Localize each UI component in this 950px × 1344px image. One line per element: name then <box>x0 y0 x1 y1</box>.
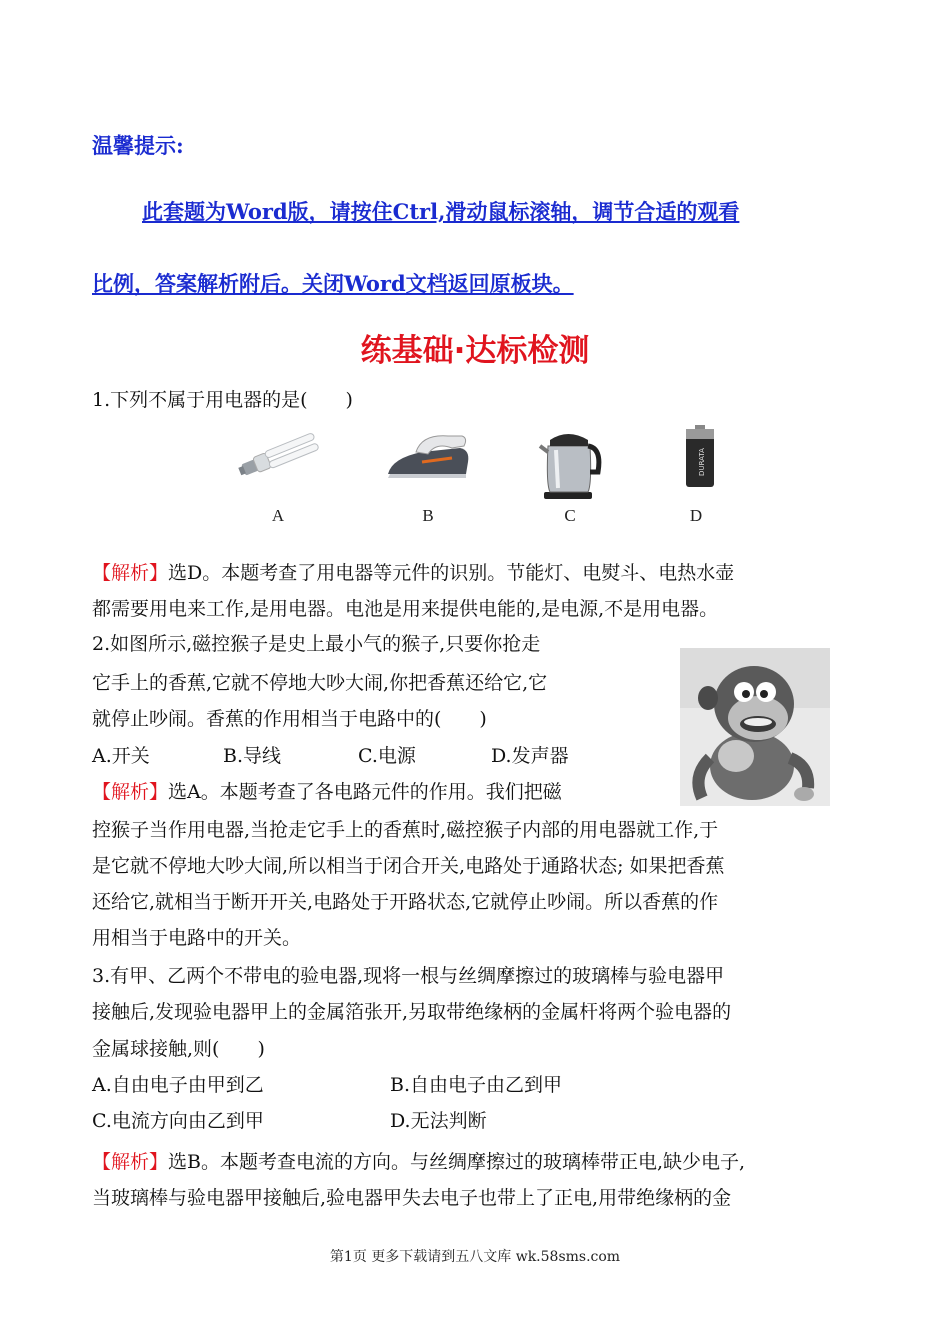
q3-option-c: C.电流方向由乙到甲 <box>92 1110 264 1132</box>
q1-question: 1.下列不属于用电器的是( ) <box>92 389 353 411</box>
kettle-icon <box>538 424 602 502</box>
q1-image-label-c: C <box>564 506 576 525</box>
tip-line-2: 比例，答案解析附后。关闭Word文档返回原板块。 <box>92 271 574 296</box>
battery-icon <box>683 424 717 490</box>
q2-analysis-line-2: 控猴子当作用电器,当抢走它手上的香蕉时,磁控猴子内部的用电器就工作,于 <box>92 819 719 841</box>
q2-option-d: D.发声器 <box>491 745 569 767</box>
q2-line-3: 就停止吵闹。香蕉的作用相当于电路中的( ) <box>92 708 487 730</box>
q3-line-2: 接触后,发现验电器甲上的金属箔张开,另取带绝缘柄的金属杆将两个验电器的 <box>92 1001 732 1023</box>
tip-title: 温馨提示: <box>92 133 184 158</box>
analysis-tag: 【解析】 <box>92 562 169 584</box>
analysis-tag: 【解析】 <box>92 781 169 803</box>
q1-image-label-a: A <box>271 506 285 525</box>
q3-analysis-line-2: 当玻璃棒与验电器甲接触后,验电器甲失去电子也带上了正电,用带绝缘柄的金 <box>92 1187 732 1209</box>
bulb-icon <box>232 428 324 480</box>
q3-option-b: B.自由电子由乙到甲 <box>390 1074 563 1096</box>
q2-analysis-line-1: 【解析】选A。本题考查了各电路元件的作用。我们把磁 <box>92 781 562 803</box>
q3-line-3: 金属球接触,则( ) <box>92 1038 265 1060</box>
q2-option-b: B.导线 <box>223 745 282 767</box>
q1-analysis-line-1: 【解析】选D。本题考查了用电器等元件的识别。节能灯、电熨斗、电热水壶 <box>92 562 735 584</box>
iron-icon <box>382 428 474 484</box>
q1-analysis-line-2: 都需要用电来工作,是用电器。电池是用来提供电能的,是电源,不是用电器。 <box>92 598 719 620</box>
analysis-tag: 【解析】 <box>92 1151 169 1173</box>
page-footer: 第1页 更多下载请到五八文库 wk.58sms.com <box>329 1249 621 1265</box>
q2-analysis-line-3: 是它就不停地大吵大闹,所以相当于闭合开关,电路处于通路状态; 如果把香蕉 <box>92 855 725 877</box>
q2-line-2: 它手上的香蕉,它就不停地大吵大闹,你把香蕉还给它,它 <box>92 672 548 694</box>
q2-analysis-line-4: 还给它,就相当于断开开关,电路处于开路状态,它就停止吵闹。所以香蕉的作 <box>92 891 719 913</box>
q1-image-label-b: B <box>422 506 434 525</box>
q3-option-a: A.自由电子由甲到乙 <box>92 1074 264 1096</box>
q3-analysis-line-1: 【解析】选B。本题考查电流的方向。与丝绸摩擦过的玻璃棒带正电,缺少电子, <box>92 1151 746 1173</box>
q2-analysis-line-5: 用相当于电路中的开关。 <box>92 927 302 949</box>
q1-image-label-d: D <box>689 506 703 525</box>
q2-option-c: C.电源 <box>358 745 416 767</box>
tip-line-1: 此套题为Word版，请按住Ctrl,滑动鼠标滚轴，调节合适的观看 <box>142 199 740 224</box>
battery-brand-label: DURATA <box>698 448 706 476</box>
monkey-toy-icon <box>680 648 830 806</box>
q2-line-1: 2.如图所示,磁控猴子是史上最小气的猴子,只要你抢走 <box>92 633 541 655</box>
q2-option-a: A.开关 <box>92 745 150 767</box>
section-heading: 练基础·达标检测 <box>360 333 590 369</box>
q3-option-d: D.无法判断 <box>390 1110 487 1132</box>
q3-line-1: 3.有甲、乙两个不带电的验电器,现将一根与丝绸摩擦过的玻璃棒与验电器甲 <box>92 965 725 987</box>
